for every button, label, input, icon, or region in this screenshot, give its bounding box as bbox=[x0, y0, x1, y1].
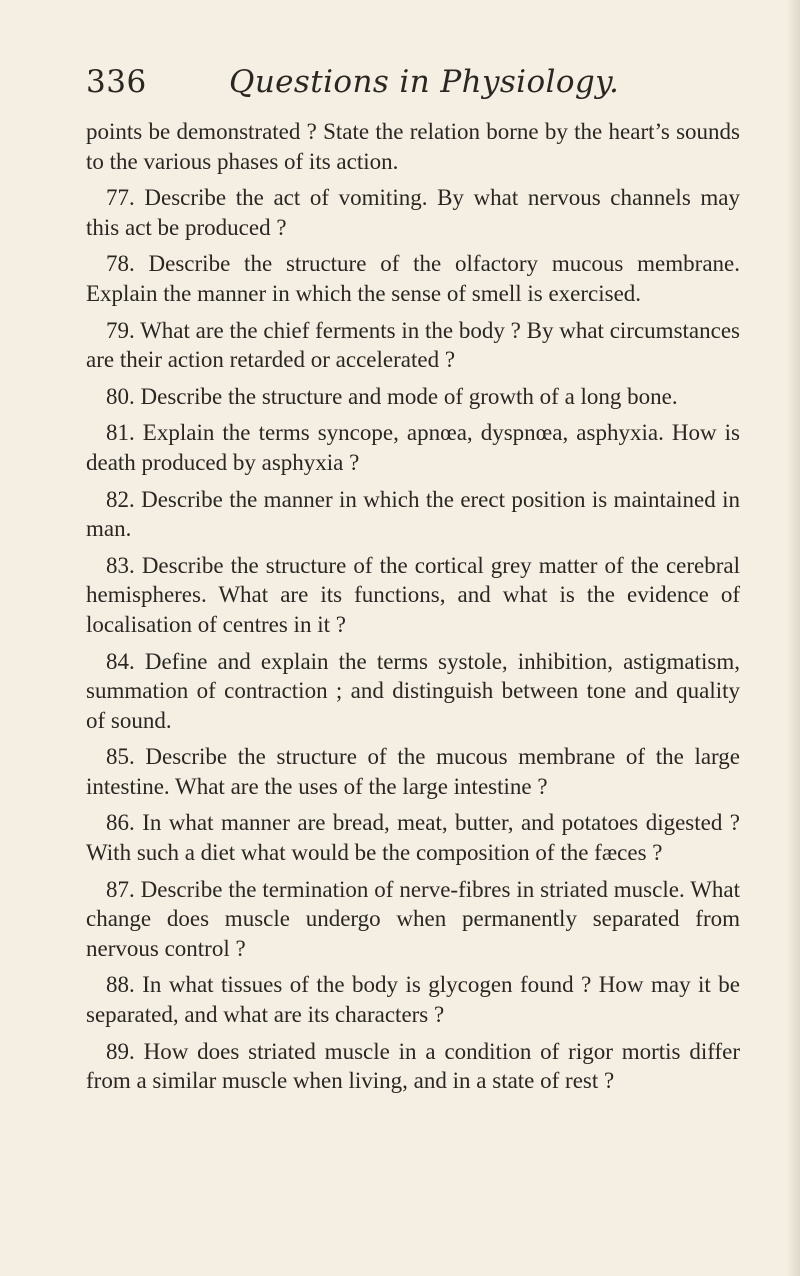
question-77: 77. Describe the act of vomiting. By what nervous channels may this act be produced ? bbox=[86, 185, 740, 240]
question-85: 85. Describe the structure of the mucous membrane of the large intestine. What are the uses of the large intestine ? bbox=[86, 744, 740, 799]
question-83: 83. Describe the structure of the cortical grey matter of the cerebral hemispheres. What are its functions, and what is the evidence of localisation of centres in it ? bbox=[86, 552, 740, 637]
question-78: 78. Describe the structure of the olfactory mucous membrane. Explain the manner in which the sense of smell is exercised. bbox=[86, 251, 740, 306]
question-88: 88. In what tissues of the body is glycogen found ? How may it be separated, and what are its characters ? bbox=[86, 972, 740, 1028]
question-89: 89. How does striated muscle in a condition of rigor mortis differ from a similar muscle when living, and in a state of rest ? bbox=[86, 1038, 740, 1094]
question-80: 80. Describe the structure and mode of growth of a long bone. bbox=[106, 383, 678, 409]
page-number: 336 bbox=[86, 64, 147, 100]
page-header bbox=[86, 64, 726, 108]
question-86: 86. In what manner are bread, meat, butter, and potatoes digested ? With such a diet what would be the composition of the fæces ? bbox=[86, 810, 740, 866]
question-82: 82. Describe the manner in which the erect position is maintained in man. bbox=[86, 486, 740, 542]
question-79: 79. What are the chief ferments in the body ? By what circumstances are their action retarded or accelerated ? bbox=[86, 317, 740, 373]
question-84: 84. Define and explain the terms systole, inhibition, astigmatism, summation of contraction ; and distinguish between tone and quality of sound. bbox=[86, 648, 740, 733]
running-title: Questions in Physiology. bbox=[229, 64, 620, 100]
page-edge-shadow bbox=[786, 0, 800, 1276]
body-text bbox=[86, 117, 740, 1103]
question-81: 81. Explain the terms syncope, apnœa, dyspnœa, asphyxia. How is death produced by asphyxia ? bbox=[86, 420, 740, 475]
question-87: 87. Describe the termination of nerve-fibres in striated muscle. What change does muscle undergo when permanently separated from nervous control ? bbox=[86, 876, 740, 961]
paragraph-continuation: points be demonstrated ? State the relation borne by the heart’s sounds to the various phases of its action. bbox=[86, 119, 740, 174]
